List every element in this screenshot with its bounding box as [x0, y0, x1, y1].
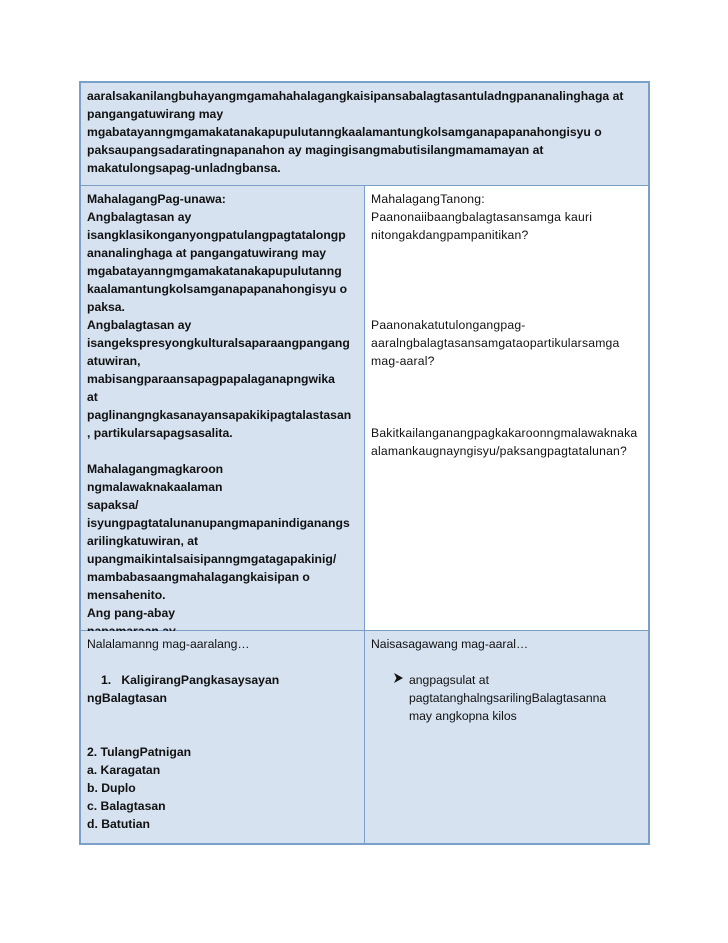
- intro-line: aaralsakanilangbuhayangmgamahahalagangkaisipansabalagtasantuladngpananalinghaga at: [87, 89, 624, 103]
- understanding-line: at: [87, 390, 98, 404]
- blank-line: [371, 406, 644, 424]
- understanding-line: isangekspresyongkulturalsaparaangpangang: [87, 336, 350, 350]
- skills-bullet-line: angpagsulat at: [409, 673, 489, 687]
- questions-heading: MahalagangTanong:: [371, 192, 485, 206]
- knowledge-item-number: 1.: [101, 673, 112, 687]
- knowledge-subitem: a. Karagatan: [87, 763, 161, 777]
- knowledge-subitem: b. Duplo: [87, 781, 136, 795]
- understanding-line: , partikularsapagsasalita.: [87, 426, 233, 440]
- intro-row: [81, 83, 648, 185]
- skills-cell: [365, 631, 648, 843]
- understanding-line: mabisangparaansapagpapalaganapngwika: [87, 372, 335, 386]
- understanding-cell: [81, 186, 365, 630]
- skills-bullet-line: may angkopna kilos: [409, 709, 517, 723]
- lesson-table: [79, 81, 650, 845]
- intro-line: pangangatuwirang may: [87, 107, 224, 121]
- understanding-line: Mahalagangmagkaroon: [87, 462, 224, 476]
- intro-line: paksaupangsadaratingnapanahon ay magingisangmabutisilangmamamayan at: [87, 143, 544, 157]
- questions-cell: [365, 186, 648, 630]
- question-line: Paanonakatutulongangpag-: [371, 318, 526, 332]
- arrow-bullet-icon: [393, 671, 409, 689]
- understanding-row: [81, 185, 648, 630]
- knowledge-row: [81, 630, 648, 843]
- intro-line: makatulongsapag-unladngbansa.: [87, 161, 281, 175]
- understanding-line: Ang pang-abay: [87, 606, 176, 620]
- knowledge-subitem: c. Balagtasan: [87, 799, 166, 813]
- question-line: aaralngbalagtasansamgataopartikularsamga: [371, 336, 620, 350]
- question-line: Paanonaiibaangbalagtasansamga kauri: [371, 210, 593, 224]
- understanding-line: ngmalawaknakaalaman: [87, 480, 223, 494]
- blank-line: [371, 244, 644, 262]
- knowledge-cell: [81, 631, 365, 843]
- question-line: Bakitkailanganangpagkakaroonngmalawaknaka: [371, 426, 638, 440]
- question-line: mag-aaral?: [371, 354, 435, 368]
- blank-line: [371, 298, 644, 316]
- knowledge-item-2: 2. TulangPatnigan: [87, 745, 192, 759]
- understanding-line: isyungpagtatalunanupangmapanindiganangs: [87, 516, 350, 530]
- knowledge-subitem: d. Batutian: [87, 817, 150, 831]
- understanding-line: arilingkatuwiran, at: [87, 534, 199, 548]
- knowledge-item-1-cont: ngBalagtasan: [87, 691, 167, 705]
- blank-line: [371, 262, 644, 280]
- understanding-line: ananalinghaga at pangangatuwirang may: [87, 246, 327, 260]
- blank-line: [87, 725, 360, 743]
- knowledge-item-label: KaligirangPangkasaysayan: [121, 673, 280, 687]
- understanding-line: mensahenito.: [87, 588, 166, 602]
- understanding-line: mambabasaangmahalagangkaisipan o: [87, 570, 310, 584]
- understanding-line: kaalamantungkolsamganapapanahongisyu o: [87, 282, 348, 296]
- understanding-line: isangklasikonganyongpatulangpagtatalongp: [87, 228, 346, 242]
- skills-bullet-line: pagtatanghalngsarilingBalagtasanna: [409, 691, 607, 705]
- blank-line: [87, 442, 360, 460]
- understanding-line: sapaksa/: [87, 498, 139, 512]
- understanding-line: paksa.: [87, 300, 125, 314]
- blank-line: [371, 388, 644, 406]
- knowledge-heading: Nalalamanng mag-aaralang…: [87, 637, 250, 651]
- blank-line: [371, 653, 644, 671]
- skills-bullet-item: [371, 671, 644, 689]
- blank-line: [371, 280, 644, 298]
- question-line: nitongakdangpampanitikan?: [371, 228, 529, 242]
- blank-line: [87, 707, 360, 725]
- understanding-heading: MahalagangPag-unawa:: [87, 192, 226, 206]
- understanding-line: atuwiran,: [87, 354, 141, 368]
- skills-heading: Naisasagawang mag-aaral…: [371, 637, 529, 651]
- knowledge-item-1: [87, 671, 360, 689]
- understanding-line: upangmaikintalsaisipanngmgatagapakinig/: [87, 552, 337, 566]
- understanding-line: Angbalagtasan ay: [87, 318, 192, 332]
- intro-cell: [81, 83, 648, 185]
- understanding-line: mgabatayanngmgamakatanakapupulutanng: [87, 264, 342, 278]
- blank-line: [87, 653, 360, 671]
- question-line: alamankaugnayngisyu/paksangpagtatalunan?: [371, 444, 628, 458]
- blank-line: [371, 370, 644, 388]
- understanding-line: paglinangngkasanayansapakikipagtalastasan: [87, 408, 352, 422]
- understanding-line: Angbalagtasan ay: [87, 210, 192, 224]
- intro-line: mgabatayanngmgamakatanakapupulutanngkaalamantungkolsamganapapanahongisyu o: [87, 125, 602, 139]
